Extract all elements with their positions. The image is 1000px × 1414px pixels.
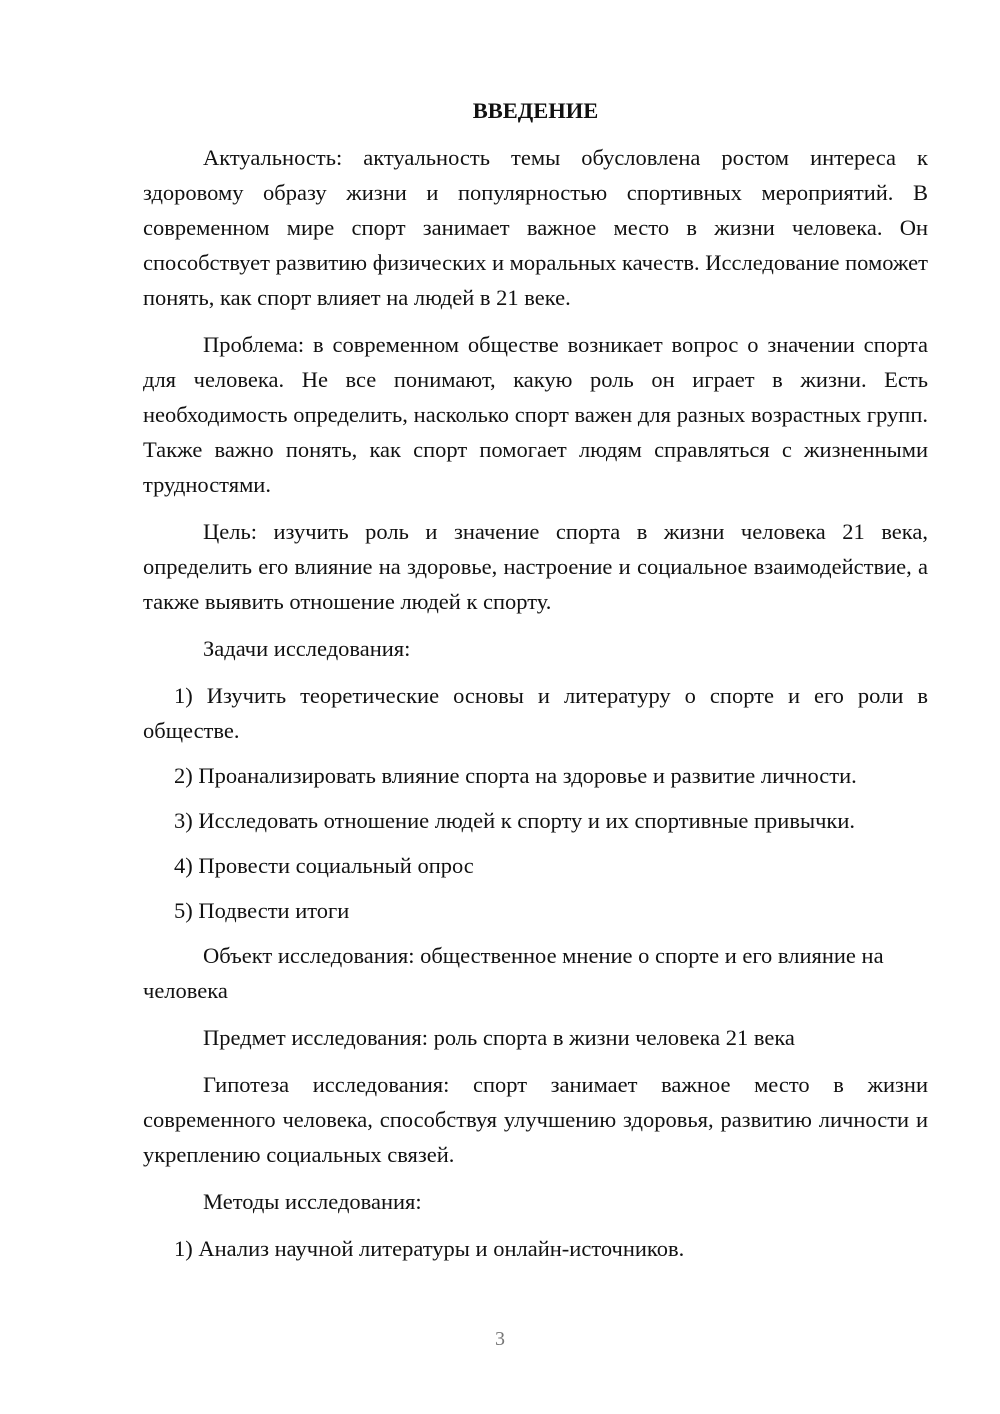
document-heading: ВВЕДЕНИЕ [472, 98, 599, 123]
document-page [143, 94, 928, 1276]
method-item-1: 1) Анализ научной литературы и онлайн-источников. [174, 1236, 685, 1261]
task-item-1: 1) Изучить теоретические основы и литературу о спорте и его роли в обществе. [143, 683, 928, 743]
tasks-title: Задачи исследования: [203, 636, 411, 661]
task-item-5: 5) Подвести итоги [174, 898, 350, 923]
page-number: 3 [495, 1328, 505, 1350]
paragraph-object: Объект исследования: общественное мнение о спорте и его влияние на человека [143, 943, 884, 1003]
task-item-4: 4) Провести социальный опрос [174, 853, 474, 878]
task-item-2: 2) Проанализировать влияние спорта на здоровье и развитие личности. [174, 763, 857, 788]
methods-title: Методы исследования: [203, 1189, 422, 1214]
paragraph-subject: Предмет исследования: роль спорта в жизни человека 21 века [203, 1025, 795, 1050]
paragraph-problem: Проблема: в современном обществе возникает вопрос о значении спорта для человека. Не все понимают, какую роль он играет в жизни. Есть необходимость определить, насколько спорт важен для разных возрастных групп. Также важно понять, как спорт помогает людям справляться с жизненными трудностями. [143, 332, 928, 497]
paragraph-goal: Цель: изучить роль и значение спорта в жизни человека 21 века, определить его влияние на здоровье, настроение и социальное взаимодействие, а также выявить отношение людей к спорту. [143, 519, 928, 614]
paragraph-hypothesis: Гипотеза исследования: спорт занимает важное место в жизни современного человека, способствуя улучшению здоровья, развитию личности и укреплению социальных связей. [143, 1072, 928, 1167]
task-item-3: 3) Исследовать отношение людей к спорту и их спортивные привычки. [174, 808, 855, 833]
paragraph-actuality: Актуальность: актуальность темы обусловлена ростом интереса к здоровому образу жизни и популярностью спортивных мероприятий. В современном мире спорт занимает важное место в жизни человека. Он способствует развитию физических и моральных качеств. Исследование поможет понять, как спорт влияет на людей в 21 веке. [143, 145, 928, 310]
